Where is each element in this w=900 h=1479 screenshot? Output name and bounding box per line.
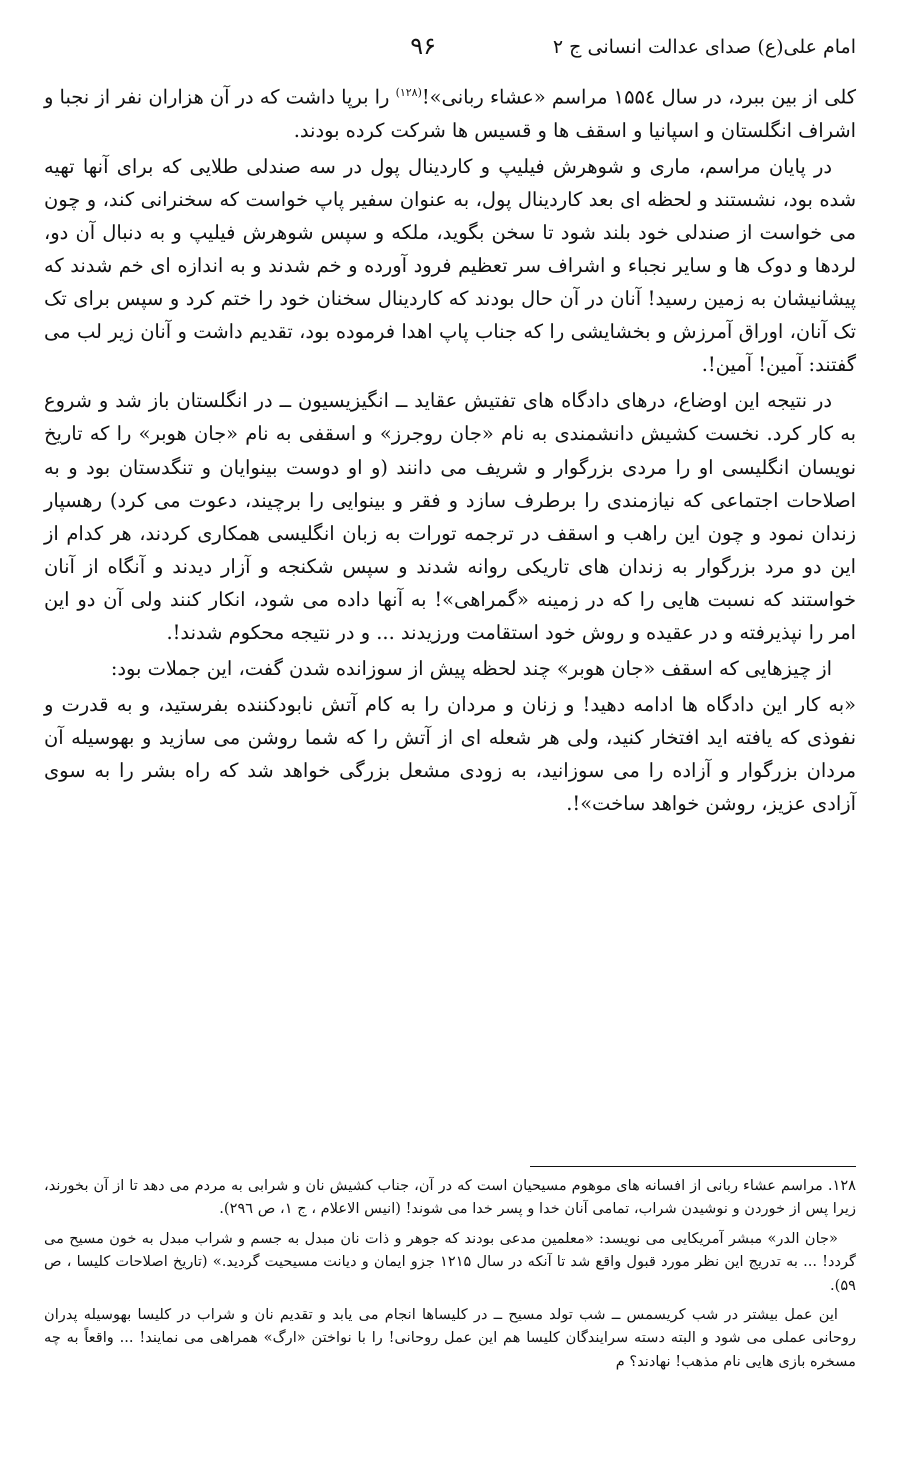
book-title: امام علی(ع) صدای عدالت انسانی ج ۲ [552,36,856,58]
paragraph-4: از چیزهایی که اسقف «جان هوبر» چند لحظه پیش از سوزانده شدن گفت، این جملات بود: [110,657,832,681]
footnote-divider [530,1166,856,1167]
footnote-1: ۱۲۸. مراسم عشاء ربانی از افسانه های موهوم مسیحیان است که در آن، جناب کشیش نان و شرابی به مردم می دهد تا از آن بخورند، زیرا پس از خوردن و نوشیدن شراب، تمامی آنان خدا و پسر خدا می شوند! (انیس الاعلام ، ج ۱، ص ۲۹٦). [44,1177,856,1218]
paragraph-1-end: را برپا داشت که در آن هزاران نفر از نجبا و اشراف انگلستان و اسپانیا و اسقف ها و قسیس ها شرکت کرده بودند. [44,85,856,142]
footnote-2: «جان الدر» مبشر آمریکایی می نویسد: «معلمین مدعی بودند که جوهر و ذات نان مبدل به جسم و شراب مبدل به خون مسیح می گردد! ... به تدریج این نظر مورد قبول واقع شد تا آنکه در سال ۱۲۱۵ جزو ایمان و دیانت مسیحیت گردید.» (تاریخ اصلاحات کلیسا ، ص ۵۹). [44,1229,856,1294]
footnote-3: این عمل بیشتر در شب کریسمس ــ شب تولد مسیح ــ در کلیساها انجام می یابد و تقدیم نان و شراب در کلیسا بهوسیله پدران روحانی عملی می شود و البته دسته سرایندگان کلیسا هم این عمل روحانی! را با نواختن «ارگ» همراهی می نمایند! ... واقعاً به چه مسخره بازی هایی نام مذهب! نهادند؟ م [44,1306,856,1370]
paragraph-1 [44,76,856,147]
footnote-reference: (۱۲۸) [395,86,422,99]
paragraph-3: در نتیجه این اوضاع، درهای دادگاه های تفتیش عقاید ــ انگیزیسیون ــ در انگلستان باز شد و شروع به کار کرد. نخست کشیش دانشمندی به نام «جان روجرز» و اسقفی به نام «جان هوبر» را که تاریخ نویسان انگلیسی او را مردی بزرگوار و شریف می دانند (و او دوست بینوایان و تنگدستان بود و به اصلاحات اجتماعی که نیازمندی را برطرف سازد و فقر و بینوایی را برچیند، دعوت می کرد) رهسپار زندان نمود و چون این راهب و اسقف در ترجمه تورات به زبان انگلیسی همکاری کردند، هر کدام از این دو مرد بزرگوار به زندان های تاریکی روانه شدند و سپس شکنجه و آزار دیدند و آنگاه از آنان خواستند که نسبت هایی را که در زمینه «گمراهی»! به آنها داده می شود، انکار کنند ولی آن دو این امر را نپذیرفته و در عقیده و روش خود استقامت ورزیدند ... و در نتیجه محکوم شدند!. [44,389,856,644]
body-text [44,76,856,821]
paragraph-2: در پایان مراسم، ماری و شوهرش فیلیپ و کاردینال پول در سه صندلی طلایی که برای آنها تهیه شده بود، نشستند و لحظه ای بعد کاردینال پول، به عنوان سفیر پاپ خواست که سخنرانی کند، و چون می خواست از صندلی خود بلند شود تا سخن بگوید، ملکه و سپس شوهرش فیلیپ و به دنبال آن دو، لردها و دوک ها و سایر نجباء و اشراف سر تعظیم فرود آورده و خم شدند و به اندازه ای خم شدند که پیشانیشان به زمین رسید! آنان در آن حال بودند که کاردینال سخنان خود را ختم کرد و سپس برای تک تک آنان، اوراق آمرزش و بخشایشی را که جناب پاپ اهدا فرموده بود، تقدیم داشت و آنان زیر لب می گفتند: آمین! آمین!. [44,154,856,377]
paragraph-1-start: کلی از بین ببرد، در سال ۱۵۵٤ مراسم «عشاء ربانی»! [421,85,857,109]
footnotes [44,1174,856,1379]
page-number: ۹۶ [410,32,436,60]
paragraph-5-quote: «به کار این دادگاه ها ادامه دهید! و زنان و مردان را به کام آتش نابودکننده بفرستید، و به قدرت و نفوذی که یافته اید افتخار کنید، ولی هر شعله ای از آتش را که شما روشن می سازید و بهوسیله آن مردان بزرگوار و آزاده را می سوزانید، به زودی مشعل بزرگی خواهد شد که راه بشر را به سوی آزادی عزیز، روشن خواهد ساخت»!. [44,693,856,816]
page-header [44,30,856,70]
